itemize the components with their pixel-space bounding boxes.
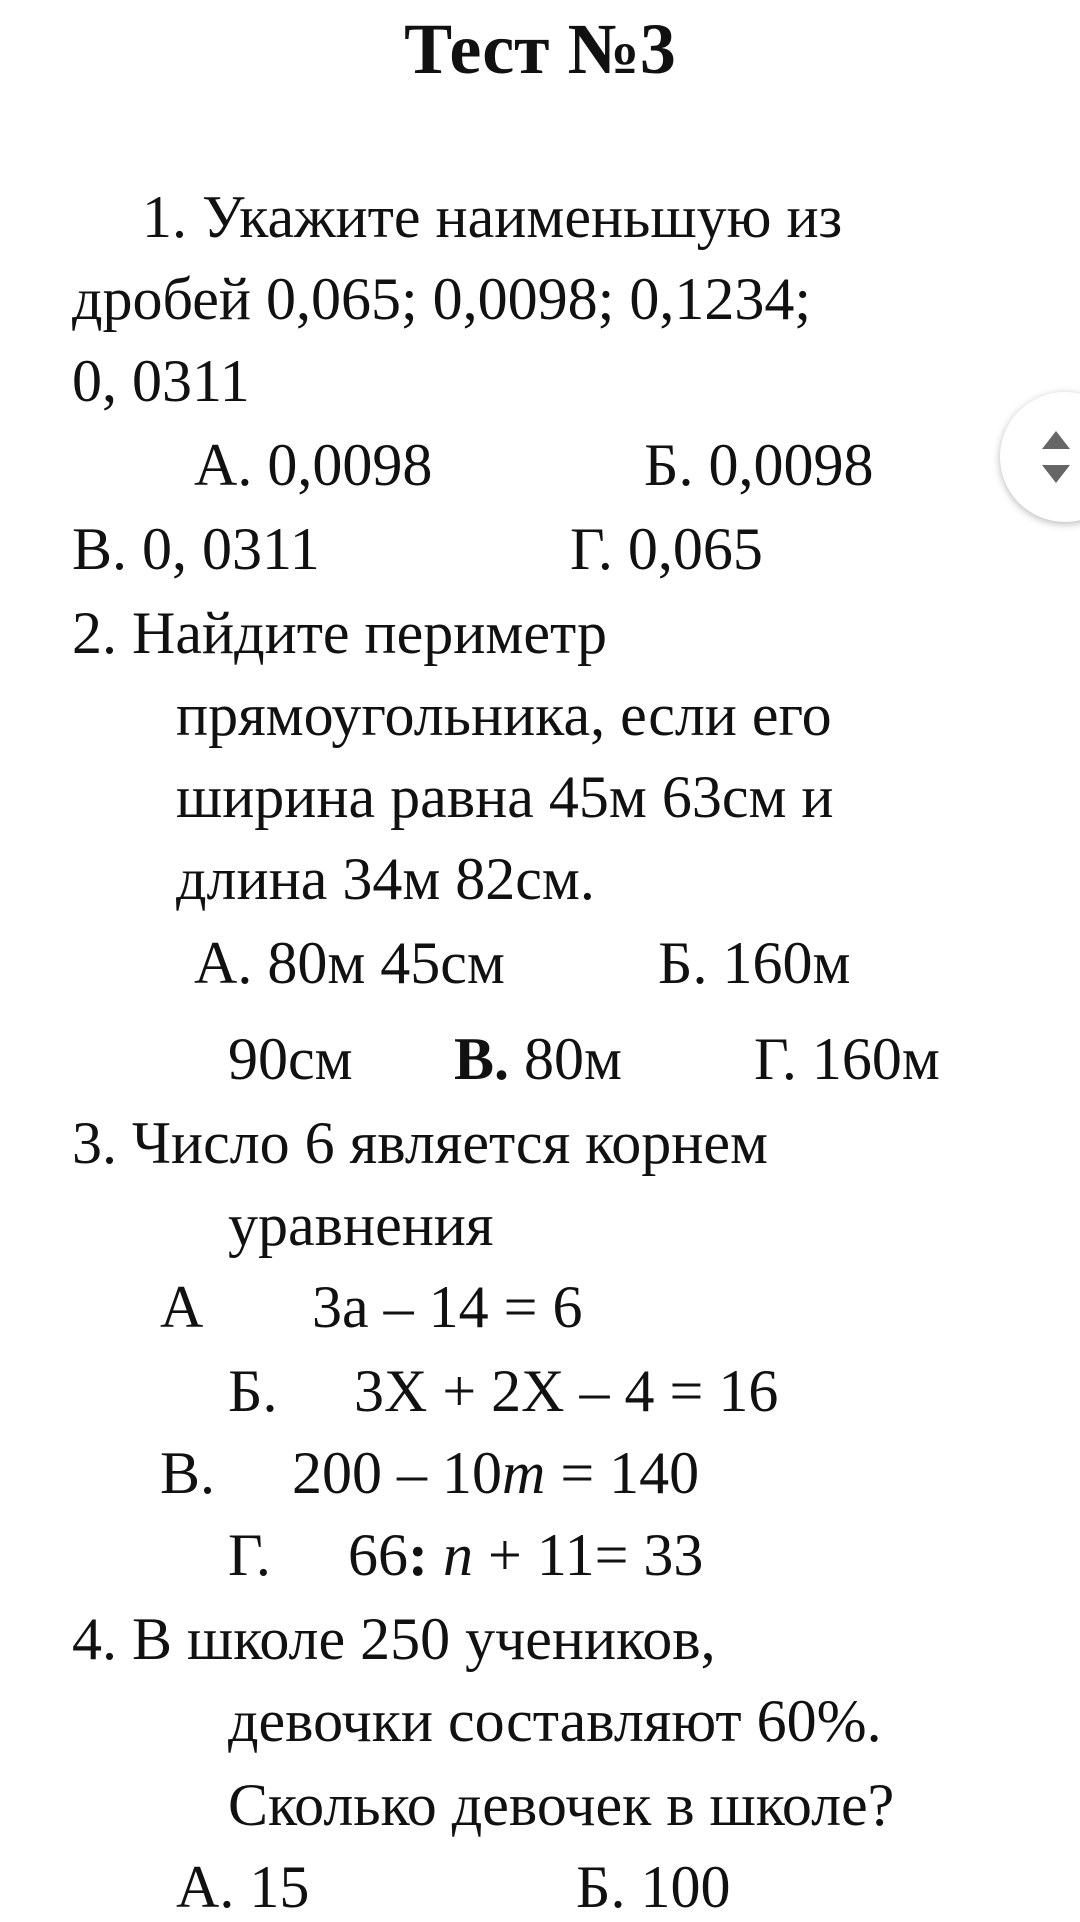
- division-colon: :: [408, 1522, 428, 1588]
- page-title: Тест №3: [404, 9, 676, 89]
- question-4-text: Сколько девочек в школе?: [228, 1772, 895, 1838]
- question-4-text: 4. В школе 250 учеников,: [72, 1606, 716, 1672]
- answer-option-b: Б. 0,0098: [644, 432, 874, 498]
- answer-option-v-letter: В.: [160, 1440, 216, 1506]
- answer-option-a-equation: 3а – 14 = 6: [312, 1274, 583, 1340]
- answer-option-a: А. 15: [176, 1854, 310, 1920]
- question-2-text: 2. Найдите периметр: [72, 600, 607, 666]
- question-3-text: 3. Число 6 является корнем: [72, 1110, 768, 1176]
- answer-option-g-equation: [348, 1520, 703, 1590]
- answer-option-v-value: 80м: [509, 1026, 622, 1092]
- answer-option-b-letter: Б.: [228, 1358, 278, 1424]
- up-down-arrows-icon: [1038, 427, 1074, 487]
- question-3-text: уравнения: [228, 1192, 494, 1258]
- question-2-text: длина 34м 82см.: [176, 846, 595, 912]
- answer-option-b: Б. 160м: [658, 930, 851, 996]
- question-2-text: ширина равна 45м 63см и: [176, 764, 834, 830]
- question-1-text: дробей 0,065; 0,0098; 0,1234;: [72, 266, 812, 332]
- answer-option-g: Г. 0,065: [570, 516, 763, 582]
- equation-part: 66: [348, 1522, 408, 1588]
- answer-option-a: А. 80м 45см: [194, 930, 505, 996]
- question-1-text: 0, 0311: [72, 348, 250, 414]
- answer-option-a-letter: А: [160, 1274, 204, 1340]
- question-2-text: прямоугольника, если его: [176, 682, 832, 748]
- equation-part: + 11= 33: [472, 1522, 704, 1588]
- answer-option-v-equation: [292, 1438, 699, 1508]
- equation-part: = 140: [545, 1440, 700, 1506]
- question-1-text: 1. Укажите наименьшую из: [142, 184, 843, 250]
- answer-option-a: А. 0,0098: [194, 432, 433, 498]
- equation-variable: п: [442, 1522, 473, 1588]
- answer-option-b-equation: 3Х + 2Х – 4 = 16: [354, 1358, 779, 1424]
- answer-option-g: Г. 160м: [754, 1026, 940, 1092]
- answer-option-v: [454, 1024, 622, 1094]
- question-4-text: девочки составляют 60%.: [228, 1688, 882, 1754]
- equation-variable: т: [502, 1440, 546, 1506]
- equation-part: 200 – 10: [292, 1440, 502, 1506]
- answer-option-b: Б. 100: [576, 1854, 731, 1920]
- answer-option-g-letter: Г.: [228, 1522, 271, 1588]
- answer-option-v: В. 0, 0311: [72, 516, 320, 582]
- answer-option-v-letter: В.: [454, 1026, 510, 1092]
- answer-option-b-continued: 90см: [228, 1026, 353, 1092]
